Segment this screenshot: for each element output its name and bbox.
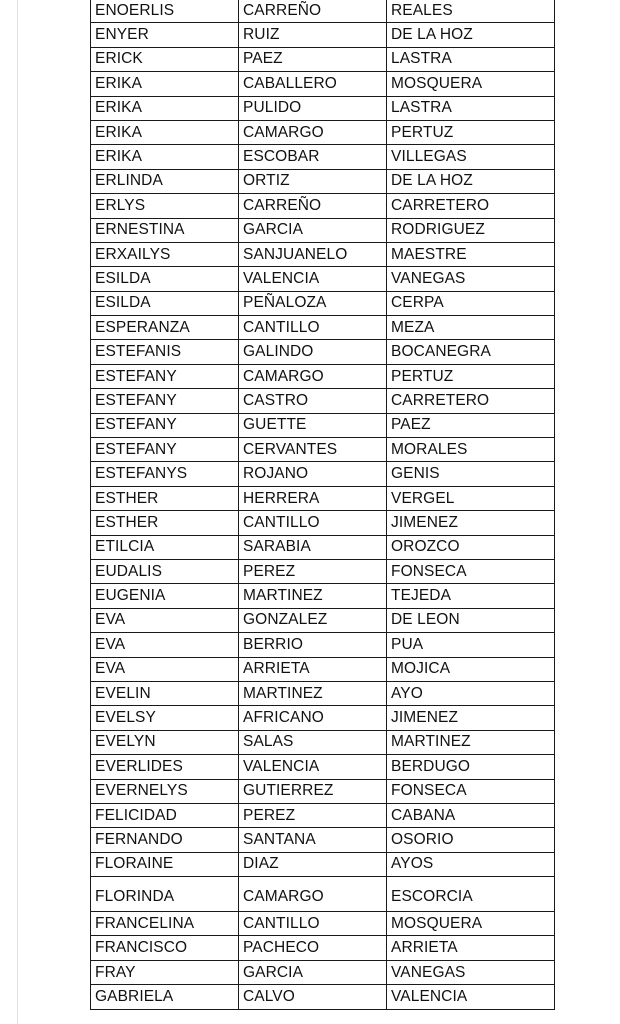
first-name-cell: ERIKA (91, 120, 239, 144)
second-surname-cell: PERTUZ (387, 364, 555, 388)
table-row (91, 169, 555, 193)
table-row (91, 462, 555, 486)
table-row (91, 389, 555, 413)
second-surname-cell: PAEZ (387, 413, 555, 437)
surname-cell: GONZALEZ (239, 608, 387, 632)
surname-cell: PEREZ (239, 803, 387, 827)
second-surname-cell: MARTINEZ (387, 730, 555, 754)
first-name-cell: ERIKA (91, 96, 239, 120)
first-name-cell: ENYER (91, 23, 239, 47)
second-surname-cell: TEJEDA (387, 584, 555, 608)
table-row (91, 218, 555, 242)
surname-cell: CANTILLO (239, 511, 387, 535)
second-surname-cell: LASTRA (387, 47, 555, 71)
surname-cell: ESCOBAR (239, 145, 387, 169)
table-row (91, 755, 555, 779)
surname-cell: ARRIETA (239, 657, 387, 681)
surname-cell: VALENCIA (239, 267, 387, 291)
second-surname-cell: VANEGAS (387, 960, 555, 984)
first-name-cell: ERIKA (91, 145, 239, 169)
table-row (91, 779, 555, 803)
surname-cell: GALINDO (239, 340, 387, 364)
surname-cell: VALENCIA (239, 755, 387, 779)
table-row (91, 72, 555, 96)
first-name-cell: FRANCISCO (91, 936, 239, 960)
surname-cell: CANTILLO (239, 912, 387, 936)
first-name-cell: EVERLIDES (91, 755, 239, 779)
surname-cell: CARREÑO (239, 0, 387, 23)
first-name-cell: ESTEFANIS (91, 340, 239, 364)
first-name-cell: ESTHER (91, 511, 239, 535)
table-row (91, 364, 555, 388)
table-row (91, 194, 555, 218)
first-name-cell: ESPERANZA (91, 316, 239, 340)
names-table-body (91, 0, 555, 1009)
first-name-cell: EVERNELYS (91, 779, 239, 803)
second-surname-cell: OSORIO (387, 828, 555, 852)
second-surname-cell: REALES (387, 0, 555, 23)
surname-cell: BERRIO (239, 633, 387, 657)
surname-cell: CAMARGO (239, 120, 387, 144)
second-surname-cell: GENIS (387, 462, 555, 486)
surname-cell: CERVANTES (239, 438, 387, 462)
surname-cell: PAEZ (239, 47, 387, 71)
table-row (91, 511, 555, 535)
surname-cell: SALAS (239, 730, 387, 754)
first-name-cell: ENOERLIS (91, 0, 239, 23)
table-row (91, 535, 555, 559)
table-row (91, 730, 555, 754)
second-surname-cell: DE LA HOZ (387, 23, 555, 47)
second-surname-cell: VALENCIA (387, 985, 555, 1009)
surname-cell: MARTINEZ (239, 681, 387, 705)
surname-cell: PULIDO (239, 96, 387, 120)
surname-cell: CAMARGO (239, 877, 387, 912)
table-row (91, 657, 555, 681)
table-row (91, 291, 555, 315)
second-surname-cell: RODRIGUEZ (387, 218, 555, 242)
second-surname-cell: JIMENEZ (387, 706, 555, 730)
table-row (91, 96, 555, 120)
first-name-cell: EUGENIA (91, 584, 239, 608)
table-row (91, 985, 555, 1009)
surname-cell: CARREÑO (239, 194, 387, 218)
surname-cell: PEÑALOZA (239, 291, 387, 315)
page-edge-line (17, 0, 18, 1024)
surname-cell: PEREZ (239, 559, 387, 583)
second-surname-cell: MORALES (387, 438, 555, 462)
second-surname-cell: CERPA (387, 291, 555, 315)
surname-cell: GUTIERREZ (239, 779, 387, 803)
second-surname-cell: VILLEGAS (387, 145, 555, 169)
table-row (91, 242, 555, 266)
first-name-cell: EVELYN (91, 730, 239, 754)
second-surname-cell: BERDUGO (387, 755, 555, 779)
second-surname-cell: MOJICA (387, 657, 555, 681)
first-name-cell: ERLYS (91, 194, 239, 218)
first-name-cell: FELICIDAD (91, 803, 239, 827)
surname-cell: GUETTE (239, 413, 387, 437)
table-row (91, 0, 555, 23)
table-row (91, 120, 555, 144)
second-surname-cell: AYOS (387, 852, 555, 876)
first-name-cell: EUDALIS (91, 559, 239, 583)
first-name-cell: ERIKA (91, 72, 239, 96)
second-surname-cell: DE LA HOZ (387, 169, 555, 193)
first-name-cell: ESTEFANY (91, 438, 239, 462)
second-surname-cell: FONSECA (387, 779, 555, 803)
second-surname-cell: PERTUZ (387, 120, 555, 144)
table-row (91, 608, 555, 632)
table-row (91, 828, 555, 852)
surname-cell: GARCIA (239, 218, 387, 242)
second-surname-cell: MOSQUERA (387, 72, 555, 96)
first-name-cell: EVA (91, 657, 239, 681)
first-name-cell: ESILDA (91, 291, 239, 315)
table-row (91, 486, 555, 510)
table-row (91, 267, 555, 291)
table-row (91, 559, 555, 583)
first-name-cell: ESTEFANYS (91, 462, 239, 486)
first-name-cell: ERNESTINA (91, 218, 239, 242)
second-surname-cell: AYO (387, 681, 555, 705)
surname-cell: PACHECO (239, 936, 387, 960)
second-surname-cell: VANEGAS (387, 267, 555, 291)
names-table (90, 0, 555, 1010)
first-name-cell: EVA (91, 608, 239, 632)
table-row (91, 584, 555, 608)
surname-cell: CANTILLO (239, 316, 387, 340)
surname-cell: DIAZ (239, 852, 387, 876)
surname-cell: CASTRO (239, 389, 387, 413)
second-surname-cell: CABANA (387, 803, 555, 827)
second-surname-cell: LASTRA (387, 96, 555, 120)
table-row (91, 316, 555, 340)
second-surname-cell: ESCORCIA (387, 877, 555, 912)
second-surname-cell: MEZA (387, 316, 555, 340)
second-surname-cell: VERGEL (387, 486, 555, 510)
table-row (91, 47, 555, 71)
second-surname-cell: MOSQUERA (387, 912, 555, 936)
first-name-cell: ESTHER (91, 486, 239, 510)
table-row (91, 877, 555, 912)
first-name-cell: ERLINDA (91, 169, 239, 193)
surname-cell: ROJANO (239, 462, 387, 486)
second-surname-cell: ARRIETA (387, 936, 555, 960)
surname-cell: MARTINEZ (239, 584, 387, 608)
first-name-cell: ERXAILYS (91, 242, 239, 266)
first-name-cell: EVELSY (91, 706, 239, 730)
first-name-cell: FRAY (91, 960, 239, 984)
table-row (91, 438, 555, 462)
second-surname-cell: MAESTRE (387, 242, 555, 266)
table-row (91, 803, 555, 827)
second-surname-cell: OROZCO (387, 535, 555, 559)
surname-cell: SANTANA (239, 828, 387, 852)
table-row (91, 681, 555, 705)
table-row (91, 340, 555, 364)
surname-cell: CABALLERO (239, 72, 387, 96)
table-row (91, 633, 555, 657)
second-surname-cell: JIMENEZ (387, 511, 555, 535)
table-row (91, 912, 555, 936)
first-name-cell: ESTEFANY (91, 389, 239, 413)
second-surname-cell: BOCANEGRA (387, 340, 555, 364)
surname-cell: SARABIA (239, 535, 387, 559)
table-row (91, 936, 555, 960)
table-row (91, 960, 555, 984)
first-name-cell: ETILCIA (91, 535, 239, 559)
second-surname-cell: FONSECA (387, 559, 555, 583)
surname-cell: ORTIZ (239, 169, 387, 193)
first-name-cell: ERICK (91, 47, 239, 71)
table-row (91, 413, 555, 437)
first-name-cell: GABRIELA (91, 985, 239, 1009)
first-name-cell: EVA (91, 633, 239, 657)
surname-cell: AFRICANO (239, 706, 387, 730)
first-name-cell: ESILDA (91, 267, 239, 291)
second-surname-cell: CARRETERO (387, 389, 555, 413)
first-name-cell: FLORAINE (91, 852, 239, 876)
second-surname-cell: PUA (387, 633, 555, 657)
first-name-cell: FRANCELINA (91, 912, 239, 936)
first-name-cell: FLORINDA (91, 877, 239, 912)
table-row (91, 852, 555, 876)
first-name-cell: FERNANDO (91, 828, 239, 852)
surname-cell: CALVO (239, 985, 387, 1009)
first-name-cell: EVELIN (91, 681, 239, 705)
second-surname-cell: DE LEON (387, 608, 555, 632)
surname-cell: GARCIA (239, 960, 387, 984)
surname-cell: RUIZ (239, 23, 387, 47)
table-row (91, 145, 555, 169)
second-surname-cell: CARRETERO (387, 194, 555, 218)
first-name-cell: ESTEFANY (91, 413, 239, 437)
table-row (91, 23, 555, 47)
surname-cell: HERRERA (239, 486, 387, 510)
table-row (91, 706, 555, 730)
surname-cell: SANJUANELO (239, 242, 387, 266)
first-name-cell: ESTEFANY (91, 364, 239, 388)
surname-cell: CAMARGO (239, 364, 387, 388)
